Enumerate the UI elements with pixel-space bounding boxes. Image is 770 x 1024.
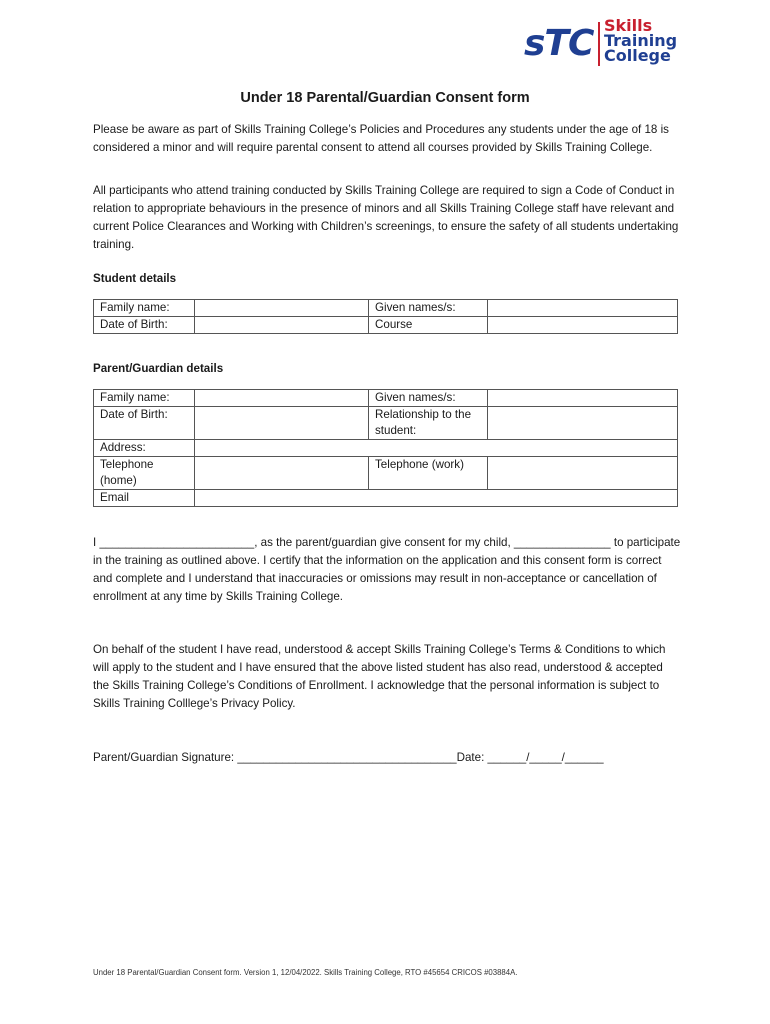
college-logo [524,18,684,70]
guardian-tel-work-field[interactable] [488,457,678,490]
student-dob-field[interactable] [195,317,369,334]
logo-line-3: College [604,46,671,65]
logo-divider [598,22,600,66]
student-details-heading: Student details [93,272,177,285]
guardian-given-names-label: Given names/s: [369,390,488,407]
student-family-name-label: Family name: [94,300,195,317]
logo-mark: sTC [524,23,594,64]
consent-paragraph: I ________________________, as the parent/guardian give consent for my child, _______________ to participate in the training as outlined above. I certify that the information on the application and this consent form is correct and complete and I understand that inaccuracies or omissions may result in non-acceptance or cancellation of enrollment at any time by Skills Training College. [93,536,681,603]
student-given-names-label: Given names/s: [369,300,488,317]
guardian-tel-home-label: Telephone (home) [94,457,195,490]
guardian-family-name-field[interactable] [195,390,369,407]
logo-line-1: Skills [604,16,653,35]
guardian-email-field[interactable] [195,490,678,507]
guardian-dob-label: Date of Birth: [94,407,195,440]
student-course-field[interactable] [488,317,678,334]
guardian-family-name-label: Family name: [94,390,195,407]
student-course-label: Course [369,317,488,334]
guardian-relationship-field[interactable] [488,407,678,440]
page-footer: Under 18 Parental/Guardian Consent form. Version 1, 12/04/2022. Skills Training College, RTO #45654 CRICOS #03884A. [93,968,518,977]
terms-paragraph: On behalf of the student I have read, understood & accept Skills Training College’s Terms & Conditions to which will apply to the student and I have ensured that the above listed student has also read, understood & accepted the Skills Training College’s Conditions of Enrollment. I acknowledge that the personal information is subject to Skills Training Colllege’s Privacy Policy. [93,643,666,710]
student-family-name-field[interactable] [195,300,369,317]
guardian-email-label: Email [94,490,195,507]
student-given-names-field[interactable] [488,300,678,317]
signature-line[interactable]: Parent/Guardian Signature: __________________________________Date: ______/_____/______ [93,751,604,764]
guardian-relationship-label: Relationship to the student: [369,407,488,440]
guardian-tel-work-label: Telephone (work) [369,457,488,490]
student-details-table [93,299,678,334]
intro-paragraph-2: All participants who attend training conducted by Skills Training College are required to sign a Code of Conduct in relation to appropriate behaviours in the presence of minors and all Skills Training College staff have relevant and current Police Clearances and Working with Children’s screenings, to ensure the safety of all students undertaking training. [93,184,679,251]
logo-wordmark [604,18,677,63]
guardian-address-field[interactable] [195,440,678,457]
guardian-given-names-field[interactable] [488,390,678,407]
intro-paragraph-1: Please be aware as part of Skills Training College’s Policies and Procedures any students under the age of 18 is considered a minor and will require parental consent to attend all courses provided by Skills Training College. [93,123,669,154]
guardian-details-heading: Parent/Guardian details [93,362,224,375]
logo-line-2: Training [604,31,678,50]
guardian-details-table [93,389,678,507]
student-dob-label: Date of Birth: [94,317,195,334]
guardian-dob-field[interactable] [195,407,369,440]
page-title: Under 18 Parental/Guardian Consent form [240,90,530,106]
guardian-address-label: Address: [94,440,195,457]
guardian-tel-home-field[interactable] [195,457,369,490]
